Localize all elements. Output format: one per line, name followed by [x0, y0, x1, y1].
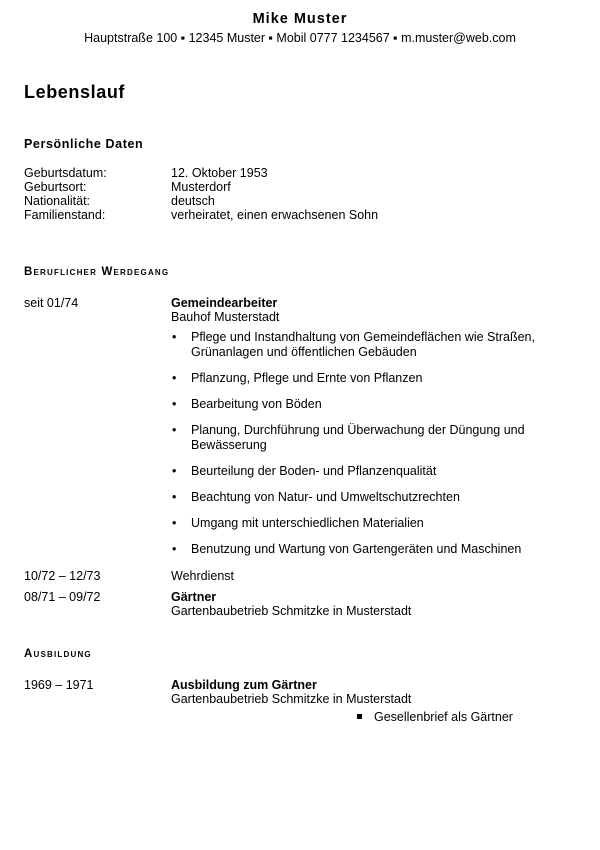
- section-heading-education: Ausbildung: [24, 648, 92, 660]
- personal-value-birthdate: 12. Oktober 1953: [171, 166, 268, 180]
- personal-label-birthplace: Geburtsort:: [24, 180, 87, 194]
- career-task-item: • Planung, Durchführung und Überwachung der Düngung und Bewässerung: [171, 423, 551, 453]
- career-date-2: 10/72 – 12/73: [24, 569, 101, 583]
- career-task-item: • Bearbeitung von Böden: [171, 397, 551, 412]
- personal-label-nationality: Nationalität:: [24, 194, 91, 208]
- career-task-list: [171, 330, 551, 557]
- personal-value-nationality: deutsch: [171, 194, 215, 208]
- career-employer-1: Bauhof Musterstadt: [171, 310, 280, 324]
- education-employer-1: Gartenbaubetrieb Schmitzke in Musterstadt: [171, 692, 412, 706]
- square-bullet-icon: [357, 714, 362, 719]
- contact-line: Hauptstraße 100 ▪ 12345 Muster ▪ Mobil 0777 1234567 ▪ m.muster@web.com: [84, 31, 516, 45]
- section-heading-personal: Persönliche Daten: [24, 137, 144, 151]
- career-task-item: • Umgang mit unterschiedlichen Materialien: [171, 516, 551, 531]
- career-position-3: Gärtner: [171, 590, 217, 604]
- education-bullet-text: Gesellenbrief als Gärtner: [374, 710, 513, 724]
- personal-label-marital-status: Familienstand:: [24, 208, 106, 222]
- career-task-item: • Pflege und Instandhaltung von Gemeindeflächen wie Straßen, Grünanlagen und öffentlichen Gebäuden: [171, 330, 551, 360]
- personal-label-birthdate: Geburtsdatum:: [24, 166, 107, 180]
- career-task-item: • Pflanzung, Pflege und Ernte von Pflanzen: [171, 371, 551, 386]
- career-date-3: 08/71 – 09/72: [24, 590, 101, 604]
- section-heading-career: Beruflicher Werdegang: [24, 266, 170, 278]
- career-position-1: Gemeindearbeiter: [171, 296, 278, 310]
- education-date-1: 1969 – 1971: [24, 678, 94, 692]
- career-task-item: • Beurteilung der Boden- und Pflanzenqualität: [171, 464, 551, 479]
- career-position-2: Wehrdienst: [171, 569, 234, 583]
- career-task-item: • Beachtung von Natur- und Umweltschutzrechten: [171, 490, 551, 505]
- education-bullet-item: [357, 710, 513, 725]
- career-date-1: seit 01/74: [24, 296, 79, 310]
- document-title: Lebenslauf: [24, 82, 126, 102]
- personal-value-marital-status: verheiratet, einen erwachsenen Sohn: [171, 208, 379, 222]
- personal-value-birthplace: Musterdorf: [171, 180, 231, 194]
- career-employer-3: Gartenbaubetrieb Schmitzke in Musterstadt: [171, 604, 412, 618]
- applicant-name: Mike Muster: [252, 11, 348, 27]
- career-task-item: • Benutzung und Wartung von Gartengeräten und Maschinen: [171, 542, 551, 557]
- education-position-1: Ausbildung zum Gärtner: [171, 678, 317, 692]
